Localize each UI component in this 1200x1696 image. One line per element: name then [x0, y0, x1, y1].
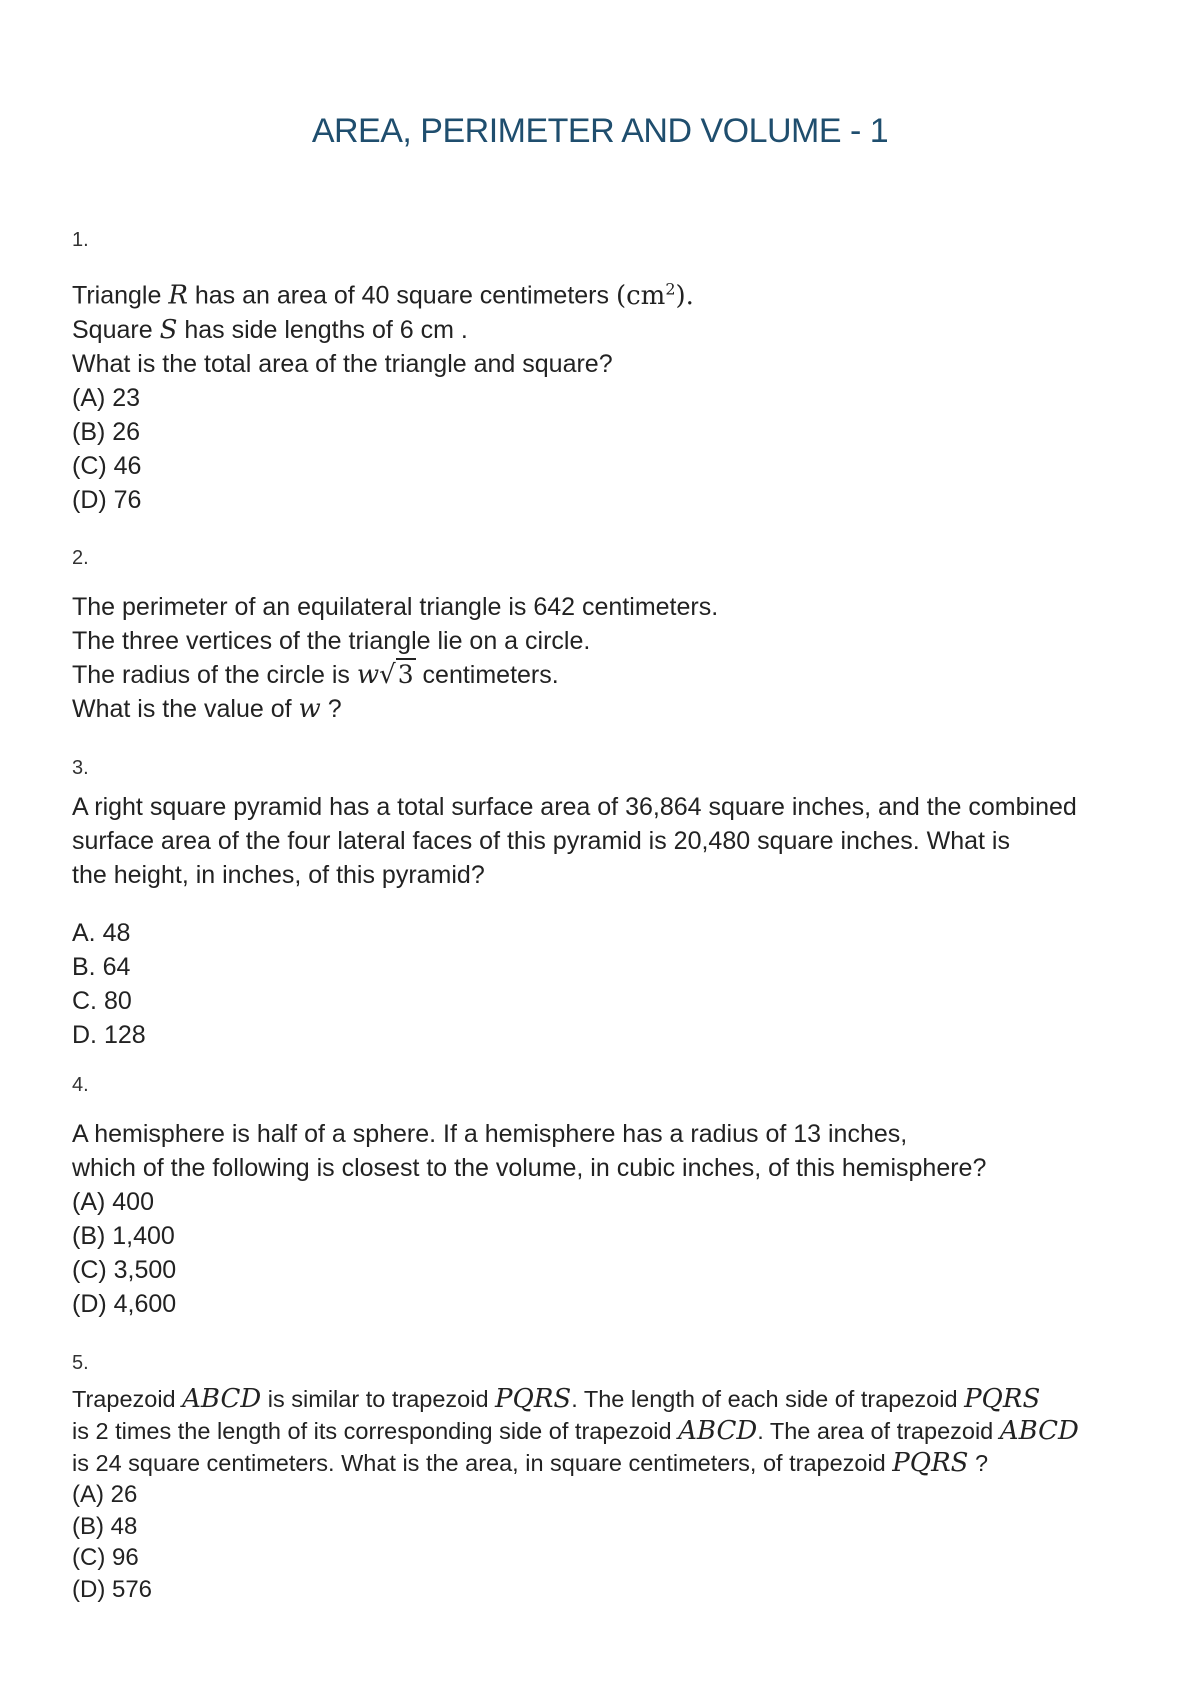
sqrt-symbol: √ — [379, 660, 396, 690]
text: is 2 times the length of its corresponding side of trapezoid — [72, 1418, 679, 1444]
math-variable: w — [298, 694, 321, 724]
sqrt-radicand: 3 — [397, 660, 414, 689]
question-2 — [72, 546, 1152, 726]
question-3 — [72, 756, 1152, 1052]
question-text-line — [72, 313, 1152, 347]
math-variable: ABCD — [182, 1384, 262, 1414]
question-number: 2. — [72, 547, 89, 569]
text: ? — [968, 1450, 989, 1476]
question-number: 3. — [72, 757, 89, 779]
answer-option: (D) 576 — [72, 1575, 153, 1603]
question-text-line: surface area of the four lateral faces of this pyramid is 20,480 square inches. What is — [72, 827, 1010, 855]
question-text-line: The perimeter of an equilateral triangle is 642 centimeters. — [72, 593, 719, 621]
question-5 — [72, 1351, 1152, 1605]
text: The radius of the circle is — [72, 661, 357, 689]
answer-option: (A) 26 — [72, 1481, 138, 1508]
answer-option: (C) 46 — [72, 451, 142, 480]
question-4 — [72, 1073, 1152, 1321]
question-1 — [72, 228, 1152, 517]
answer-option: (D) 76 — [72, 485, 142, 514]
text: centimeters. — [415, 661, 559, 689]
question-text-line: A right square pyramid has a total surface area of 36,864 square inches, and the combined — [72, 793, 1077, 821]
question-text-line — [72, 658, 1152, 692]
answer-option: (C) 3,500 — [72, 1256, 177, 1284]
answer-option: (C) 96 — [72, 1544, 139, 1571]
math-variable: R — [168, 280, 188, 311]
text: Triangle — [72, 281, 169, 310]
text: . The area of trapezoid — [757, 1418, 1000, 1444]
question-number: 1. — [72, 229, 89, 251]
answer-option: (B) 48 — [72, 1512, 138, 1540]
math-variable: PQRS — [964, 1384, 1041, 1414]
page-title: AREA, PERIMETER AND VOLUME - 1 — [311, 112, 889, 150]
question-text-line — [72, 1447, 1152, 1479]
math-variable: ABCD — [678, 1416, 758, 1446]
answer-option: (B) 26 — [72, 417, 141, 446]
question-text-line — [72, 272, 1152, 313]
answer-option: B. 64 — [72, 953, 131, 981]
question-number: 4. — [72, 1074, 89, 1096]
question-text-line — [72, 1415, 1152, 1447]
math-variable: ABCD — [999, 1416, 1079, 1446]
question-text-line: What is the total area of the triangle and square? — [72, 349, 613, 378]
text: has side lengths of 6 cm . — [177, 315, 468, 344]
unit-close: ). — [675, 280, 694, 311]
answer-option: (A) 400 — [72, 1188, 154, 1216]
unit-exponent: 2 — [665, 279, 676, 298]
unit-text: (cm — [615, 280, 666, 311]
question-text-line: The three vertices of the triangle lie on a circle. — [72, 627, 591, 655]
answer-option: C. 80 — [72, 987, 132, 1015]
text: is similar to trapezoid — [261, 1386, 496, 1412]
text: Square — [72, 315, 160, 344]
answer-option: (A) 23 — [72, 383, 141, 412]
question-text-line — [72, 1383, 1152, 1415]
question-text-line: A hemisphere is half of a sphere. If a hemisphere has a radius of 13 inches, — [72, 1120, 908, 1148]
math-variable: w — [356, 660, 380, 690]
text: . The length of each side of trapezoid — [571, 1386, 965, 1412]
question-text-line — [72, 692, 1152, 726]
text: What is the value of — [72, 695, 299, 723]
question-text-line: the height, in inches, of this pyramid? — [72, 861, 485, 889]
math-variable: PQRS — [892, 1448, 969, 1478]
answer-option: (B) 1,400 — [72, 1222, 175, 1250]
answer-option: (D) 4,600 — [72, 1290, 177, 1318]
math-variable: S — [159, 314, 178, 345]
text: ? — [320, 695, 342, 723]
text: has an area of 40 square centimeters — [187, 281, 616, 310]
question-text-line: which of the following is closest to the volume, in cubic inches, of this hemisphere? — [72, 1154, 987, 1182]
question-number: 5. — [72, 1352, 89, 1374]
text: Trapezoid — [72, 1386, 183, 1412]
answer-option: D. 128 — [72, 1021, 146, 1049]
text: is 24 square centimeters. What is the area, in square centimeters, of trapezoid — [72, 1450, 893, 1476]
math-unit — [616, 281, 694, 311]
math-variable: PQRS — [495, 1384, 572, 1414]
answer-option: A. 48 — [72, 919, 131, 947]
